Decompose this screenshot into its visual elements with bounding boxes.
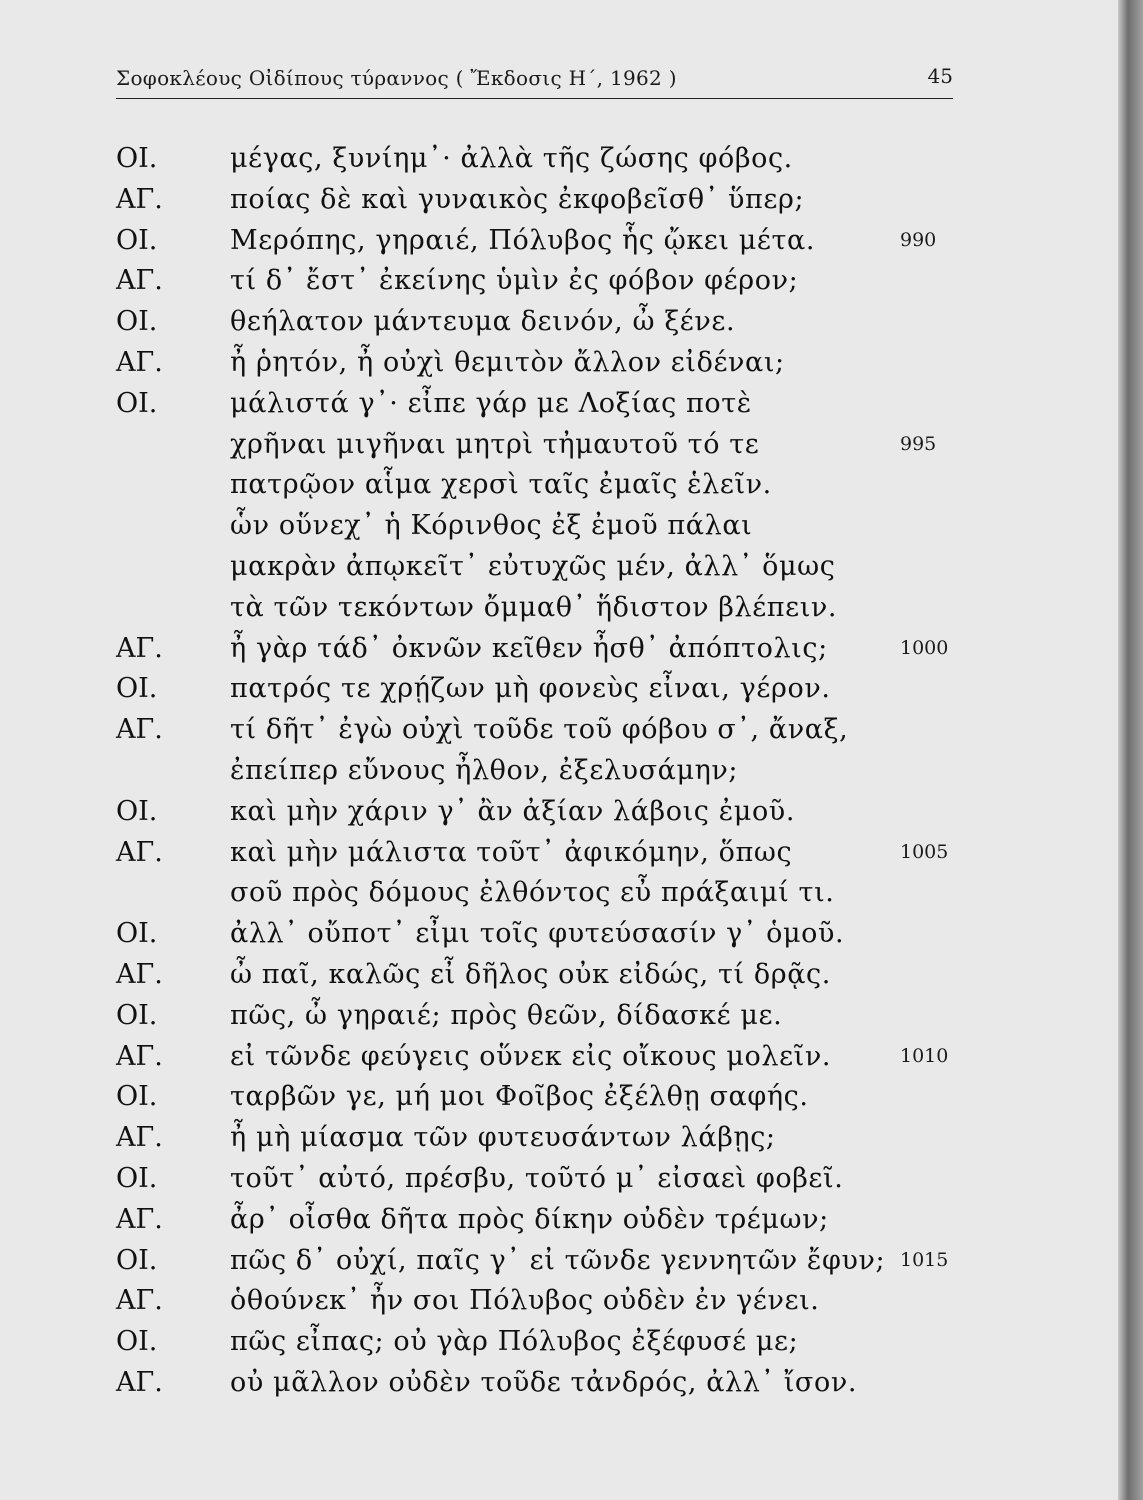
verse-text-line: ὁθούνεκ᾽ ἦν σοι Πόλυβος οὐδὲν ἐν γένει.: [230, 1285, 820, 1317]
speaker-label: ΑΓ.: [116, 836, 163, 868]
verse-line: [116, 429, 966, 470]
verse-line: [116, 1245, 966, 1286]
verse-line: [116, 755, 966, 796]
verse-line: [116, 551, 966, 592]
running-header: [116, 60, 953, 99]
verse-text-line: θεήλατον μάντευμα δεινόν, ὦ ξένε.: [230, 306, 736, 338]
speaker-label: ΑΓ.: [116, 714, 163, 746]
verse-line: [116, 1326, 966, 1367]
verse-text-line: ἐπείπερ εὔνους ἦλθον, ἐξελυσάμην;: [230, 754, 739, 786]
verse-text-line: ἦ ῥητόν, ἦ οὐχὶ θεμιτὸν ἄλλον εἰδέναι;: [230, 346, 785, 378]
speaker-label: ΑΓ.: [116, 346, 163, 378]
speaker-label: ΟΙ.: [116, 1081, 158, 1113]
line-number: 1005: [900, 840, 949, 863]
verse-line: [116, 796, 966, 837]
verse-line: [116, 1204, 966, 1245]
verse-text-line: πῶς δ᾽ οὐχί, παῖς γ᾽ εἰ τῶνδε γεννητῶν ἔφυν;: [230, 1244, 886, 1276]
verse-line: [116, 265, 966, 306]
line-number: 995: [900, 432, 937, 455]
verse-line: [116, 1285, 966, 1326]
verse-text-line: τοῦτ᾽ αὐτό, πρέσβυ, τοῦτό μ᾽ εἰσαεὶ φοβεῖ.: [230, 1162, 844, 1194]
verse-line: [116, 388, 966, 429]
verse-line: [116, 918, 966, 959]
speaker-label: ΑΓ.: [116, 265, 163, 297]
verse-text-line: πῶς, ὦ γηραιέ; πρὸς θεῶν, δίδασκέ με.: [230, 999, 783, 1031]
speaker-label: ΟΙ.: [116, 1244, 158, 1276]
verse-text-line: ἀλλ᾽ οὔποτ᾽ εἶμι τοῖς φυτεύσασίν γ᾽ ὁμοῦ.: [230, 918, 845, 950]
speaker-label: ΑΓ.: [116, 1366, 163, 1398]
verse-line: [116, 1041, 966, 1082]
verse-text-line: καὶ μὴν χάριν γ᾽ ἂν ἀξίαν λάβοις ἐμοῦ.: [230, 795, 796, 827]
verse-text-line: εἰ τῶνδε φεύγεις οὕνεκ εἰς οἴκους μολεῖν.: [230, 1040, 832, 1072]
verse-line: [116, 673, 966, 714]
speaker-label: ΟΙ.: [116, 673, 158, 705]
verse-text-line: Μερόπης, γηραιέ, Πόλυβος ἧς ᾤκει μέτα.: [230, 224, 816, 256]
verse-text-line: ἆρ᾽ οἶσθα δῆτα πρὸς δίκην οὐδὲν τρέμων;: [230, 1203, 829, 1235]
verse-text-line: ποίας δὲ καὶ γυναικὸς ἐκφοβεῖσθ᾽ ὕπερ;: [230, 183, 805, 215]
line-number: 990: [900, 228, 937, 251]
line-number: 1010: [900, 1044, 949, 1067]
header-title: Σοφοκλέους Οἰδίπους τύραννος ( Ἔκδοσις Η΄, 1962 ): [116, 66, 677, 90]
verse-text-line: μακρὰν ἀπῳκεῖτ᾽ εὐτυχῶς μέν, ἀλλ᾽ ὅμως: [230, 550, 836, 582]
verse-line: [116, 959, 966, 1000]
verse-text-line: ἦ γὰρ τάδ᾽ ὀκνῶν κεῖθεν ἦσθ᾽ ἀπόπτολις;: [230, 632, 828, 664]
speaker-label: ΟΙ.: [116, 999, 158, 1031]
verse-line: [116, 592, 966, 633]
verse-text-line: πατρός τε χρῄζων μὴ φονεὺς εἶναι, γέρον.: [230, 673, 831, 705]
speaker-label: ΑΓ.: [116, 632, 163, 664]
verse-text-line: τί δ᾽ ἔστ᾽ ἐκείνης ὑμὶν ἐς φόβον φέρον;: [230, 265, 799, 297]
verse-line: [116, 1122, 966, 1163]
speaker-label: ΟΙ.: [116, 224, 158, 256]
verse-line: [116, 714, 966, 755]
speaker-label: ΑΓ.: [116, 1040, 163, 1072]
verse-text-line: μάλιστά γ᾽· εἶπε γάρ με Λοξίας ποτὲ: [230, 387, 752, 419]
verse-line: [116, 877, 966, 918]
verse-text-line: μέγας, ξυνίημ᾽· ἀλλὰ τῆς ζώσης φόβος.: [230, 143, 793, 174]
speaker-label: ΑΓ.: [116, 183, 163, 215]
verse-text-line: ἦ μὴ μίασμα τῶν φυτευσάντων λάβῃς;: [230, 1122, 776, 1154]
line-number: 1015: [900, 1248, 949, 1271]
verse-line: [116, 306, 966, 347]
verse-line: [116, 347, 966, 388]
speaker-label: ΟΙ.: [116, 143, 158, 174]
verse-text-line: πατρῷον αἷμα χερσὶ ταῖς ἐμαῖς ἑλεῖν.: [230, 469, 772, 501]
verse-line: [116, 143, 966, 184]
verse-text-line: καὶ μὴν μάλιστα τοῦτ᾽ ἀφικόμην, ὅπως: [230, 836, 793, 868]
verse-line: [116, 837, 966, 878]
speaker-label: ΟΙ.: [116, 387, 158, 419]
verse-text-line: ὧν οὕνεχ᾽ ἡ Κόρινθος ἐξ ἐμοῦ πάλαι: [230, 510, 753, 542]
verse-text-line: τὰ τῶν τεκόντων ὄμμαθ᾽ ἥδιστον βλέπειν.: [230, 591, 838, 623]
verse-text-line: ταρβῶν γε, μή μοι Φοῖβος ἐξέλθῃ σαφής.: [230, 1081, 809, 1113]
verse-line: [116, 633, 966, 674]
verse-line: [116, 510, 966, 551]
line-number: 1000: [900, 636, 949, 659]
verse-text-line: χρῆναι μιγῆναι μητρὶ τἠμαυτοῦ τό τε: [230, 428, 760, 460]
verse-text: [116, 143, 966, 1408]
page-edge: [1118, 0, 1143, 1500]
speaker-label: ΟΙ.: [116, 795, 158, 827]
speaker-label: ΑΓ.: [116, 1285, 163, 1317]
verse-text-line: ὦ παῖ, καλῶς εἶ δῆλος οὐκ εἰδώς, τί δρᾷς.: [230, 958, 831, 990]
speaker-label: ΟΙ.: [116, 1326, 158, 1358]
verse-text-line: σοῦ πρὸς δόμους ἐλθόντος εὖ πράξαιμί τι.: [230, 877, 835, 909]
verse-line: [116, 1081, 966, 1122]
verse-text-line: πῶς εἶπας; οὐ γὰρ Πόλυβος ἐξέφυσέ με;: [230, 1326, 799, 1358]
speaker-label: ΑΓ.: [116, 958, 163, 990]
verse-line: [116, 1367, 966, 1408]
speaker-label: ΟΙ.: [116, 1162, 158, 1194]
page-number: 45: [927, 64, 953, 88]
verse-text-line: οὐ μᾶλλον οὐδὲν τοῦδε τἀνδρός, ἀλλ᾽ ἴσον.: [230, 1366, 858, 1398]
speaker-label: ΑΓ.: [116, 1203, 163, 1235]
verse-text-line: τί δῆτ᾽ ἐγὼ οὐχὶ τοῦδε τοῦ φόβου σ᾽, ἄναξ,: [230, 714, 849, 746]
verse-line: [116, 469, 966, 510]
speaker-label: ΑΓ.: [116, 1122, 163, 1154]
verse-line: [116, 1163, 966, 1204]
speaker-label: ΟΙ.: [116, 918, 158, 950]
verse-line: [116, 1000, 966, 1041]
speaker-label: ΟΙ.: [116, 306, 158, 338]
verse-line: [116, 225, 966, 266]
verse-line: [116, 184, 966, 225]
